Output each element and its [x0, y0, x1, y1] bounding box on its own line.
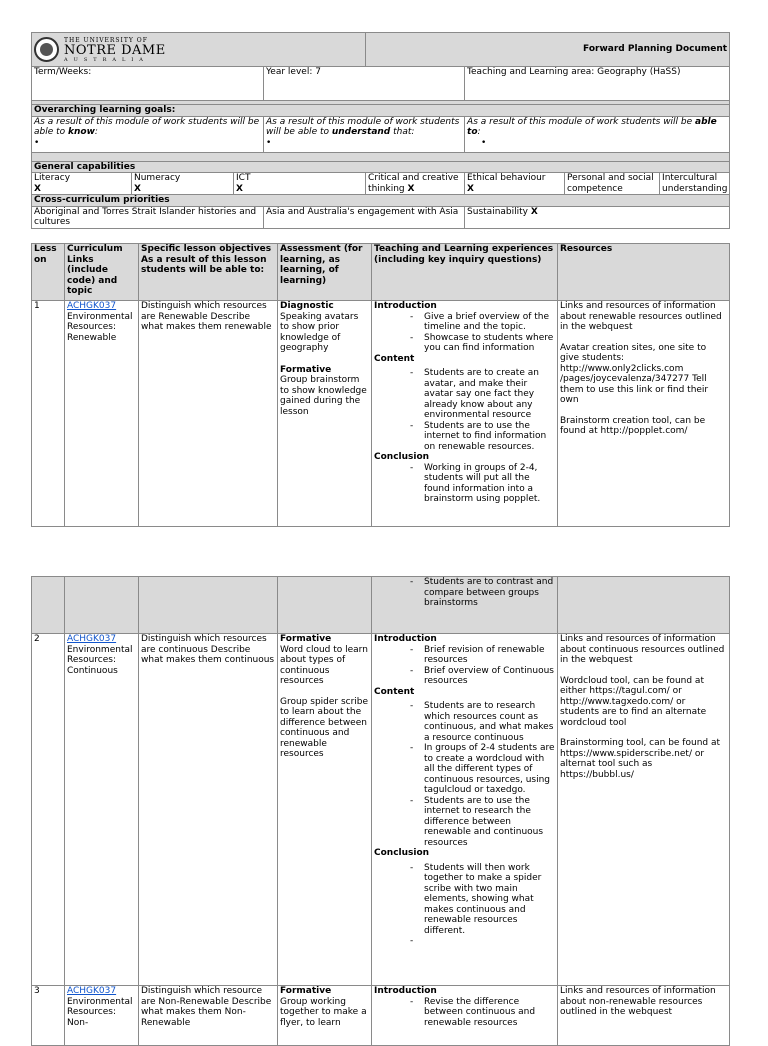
experience-item: - Brief revision of renewable resources: [410, 645, 555, 666]
cross-aboriginal: Aboriginal and Torres Strait Islander histories and cultures: [32, 206, 264, 228]
section-introduction: Introduction: [374, 634, 437, 644]
curriculum-topic: Environmental Resources: Renewable: [67, 311, 133, 343]
experience-item: - Brief overview of Continuous resources: [410, 666, 555, 687]
header-curriculum: Curriculum Links (include code) and topic: [65, 244, 139, 301]
assessment-type: Formative: [280, 364, 332, 375]
goal-know: As a result of this module of work students will be able to know: •: [32, 116, 264, 152]
logo-main-text: NOTRE DAME: [64, 42, 166, 58]
lesson-experiences: [372, 301, 558, 527]
section-content: Content: [374, 686, 415, 697]
document-title: Forward Planning Document: [366, 33, 730, 67]
lesson-resources: [558, 986, 730, 1046]
capabilities-heading: General capabilities: [32, 161, 730, 173]
resource-text: Links and resources of information about renewable resources outlined in the webquest: [560, 301, 722, 332]
resource-text: Links and resources of information about continuous resources outlined in the webquest: [560, 634, 725, 665]
assessment-text: Word cloud to learn about types of continuous resources: [280, 644, 368, 686]
lesson-row-2: [32, 634, 730, 986]
experience-item: - In groups of 2-4 students are to create a wordcloud with all the different types of continuous resources, using tagulcloud or taxedgo.: [410, 743, 555, 796]
resource-text: Avatar creation sites, one site to give students: http://www.only2clicks.com /pages/joycevalenza/347277 Tell them to use this link or find their own: [560, 342, 709, 405]
lesson-plan-table-continued: [31, 576, 730, 1046]
curriculum-code-link[interactable]: ACHGK037: [67, 301, 117, 311]
lesson-assessment: [278, 301, 372, 527]
assessment-type: Formative: [280, 986, 332, 996]
section-conclusion: Conclusion: [374, 848, 430, 858]
learning-area-field: Teaching and Learning area: Geography (HaSS): [465, 67, 730, 101]
goals-heading: Overarching learning goals:: [32, 105, 730, 117]
crest-icon: [34, 37, 59, 62]
lesson-assessment: [278, 634, 372, 986]
logo-top-text: THE UNIVERSITY OF: [64, 36, 148, 44]
assessment-type: Diagnostic: [280, 301, 334, 311]
experience-item: - Showcase to students where you can find information: [410, 333, 555, 354]
curriculum-code-link[interactable]: ACHGK037: [67, 634, 117, 644]
capability-personal-social: Personal and social competence: [565, 173, 660, 195]
experience-item: - Students are to research which resources count as continuous, and what makes a resource continuous: [410, 701, 555, 743]
lesson-row-3: [32, 986, 730, 1046]
lesson-experiences: [372, 986, 558, 1046]
experience-item: - Revise the difference between continuous and renewable resources: [410, 997, 555, 1029]
term-weeks-field: Term/Weeks:: [32, 67, 264, 101]
capability-ethical: Ethical behaviour X: [465, 173, 565, 195]
resource-text: Wordcloud tool, can be found at either https://tagul.com/ or http://www.tagxedo.com/ or students are to find an alternate wordcloud tool: [560, 675, 707, 728]
curriculum-link: [65, 301, 139, 527]
capability-literacy: Literacy X: [32, 173, 132, 195]
experience-item: - Students are to contrast and compare between groups brainstorms: [410, 577, 555, 609]
experience-item: - Students are to use the internet to research the difference between renewable and continuous resources: [410, 796, 555, 849]
resource-text: Links and resources of information about non-renewable resources outlined in the webquest: [560, 986, 716, 1017]
header-resources: Resources: [558, 244, 730, 301]
curriculum-link: [65, 986, 139, 1046]
section-introduction: Introduction: [374, 301, 437, 311]
cross-curriculum-heading: Cross-curriculum priorities: [32, 195, 730, 207]
header-assessment: Assessment (for learning, as learning, of learning): [278, 244, 372, 301]
experience-item: - Working in groups of 2-4, students will put all the found information into a brainstorm using popplet.: [410, 463, 555, 505]
lesson-objectives: Distinguish which resources are Renewable Describe what makes them renewable: [139, 301, 278, 527]
lesson-row-1: [32, 301, 730, 527]
lesson-row-1-continued: [32, 577, 730, 634]
goal-understand: As a result of this module of work students will be able to understand that: •: [264, 116, 465, 152]
experience-item: - Students will then work together to make a spider scribe with two main elements, showing what makes continuous and renewable resources different.: [410, 863, 555, 937]
experience-item: - Students are to create an avatar, and make their avatar say one fact they already know about any environmental resource: [410, 368, 555, 421]
lesson-plan-table: [31, 243, 730, 527]
experience-item: - Students are to use the internet to find information on renewable resources.: [410, 421, 555, 453]
lesson-number: 1: [32, 301, 65, 527]
lesson-number: 3: [32, 986, 65, 1046]
section-conclusion: Conclusion: [374, 452, 430, 462]
header-experiences: Teaching and Learning experiences (including key inquiry questions): [372, 244, 558, 301]
lesson-objectives: Distinguish which resources are continuous Describe what makes them continuous: [139, 634, 278, 986]
experience-item: - Give a brief overview of the timeline and the topic.: [410, 312, 555, 333]
assessment-text: Group working together to make a flyer, to learn: [280, 996, 367, 1028]
cross-sustainability: Sustainability X: [465, 206, 730, 228]
lesson-resources: [558, 301, 730, 527]
capability-numeracy: Numeracy X: [132, 173, 234, 195]
header-lesson: Less on: [32, 244, 65, 301]
lesson-experiences: [372, 634, 558, 986]
resource-text: Brainstorming tool, can be found at https://www.spiderscribe.net/ or alternat tool such as https://bubbl.us/: [560, 738, 721, 780]
goal-able: As a result of this module of work students will be able to: •: [465, 116, 730, 152]
header-objectives: Specific lesson objectives As a result of this lesson students will be able to:: [139, 244, 278, 301]
planning-header-table: [31, 32, 730, 229]
lesson-assessment: [278, 986, 372, 1046]
lesson-number: 2: [32, 634, 65, 986]
curriculum-topic: Environmental Resources: Continuous: [67, 644, 133, 676]
curriculum-code-link[interactable]: ACHGK037: [67, 986, 117, 996]
assessment-text: Group spider scribe to learn about the difference between continuous and renewable resources: [280, 696, 369, 759]
assessment-type: Formative: [280, 634, 332, 644]
section-introduction: Introduction: [374, 986, 437, 996]
university-logo: [34, 37, 363, 63]
capability-intercultural: Intercultural understanding: [660, 173, 730, 195]
year-level-field: Year level: 7: [264, 67, 465, 101]
resource-text: Brainstorm creation tool, can be found at http://popplet.com/: [560, 415, 706, 436]
goal-able-bullet: •: [481, 137, 487, 148]
assessment-text: Group brainstorm to show knowledge gained during the lesson: [280, 375, 367, 417]
lesson-resources: [558, 634, 730, 986]
section-content: Content: [374, 353, 415, 364]
curriculum-link: [65, 634, 139, 986]
capability-ict: ICT X: [234, 173, 366, 195]
goal-understand-bullet: •: [266, 137, 272, 148]
goal-know-bullet: •: [34, 137, 40, 148]
logo-bottom-text: AUSTRALIA: [64, 56, 149, 63]
curriculum-topic: Environmental Resources: Non-: [67, 996, 133, 1028]
spacer-row: [32, 152, 730, 161]
assessment-text: Speaking avatars to show prior knowledge of geography: [280, 311, 359, 353]
capability-critical-thinking: Critical and creative thinking X: [366, 173, 465, 195]
logo-cell: [32, 33, 366, 67]
lesson-objectives: Distinguish which resource are Non-Renewable Describe what makes them Non-Renewable: [139, 986, 278, 1046]
cross-asia: Asia and Australia's engagement with Asia: [264, 206, 465, 228]
